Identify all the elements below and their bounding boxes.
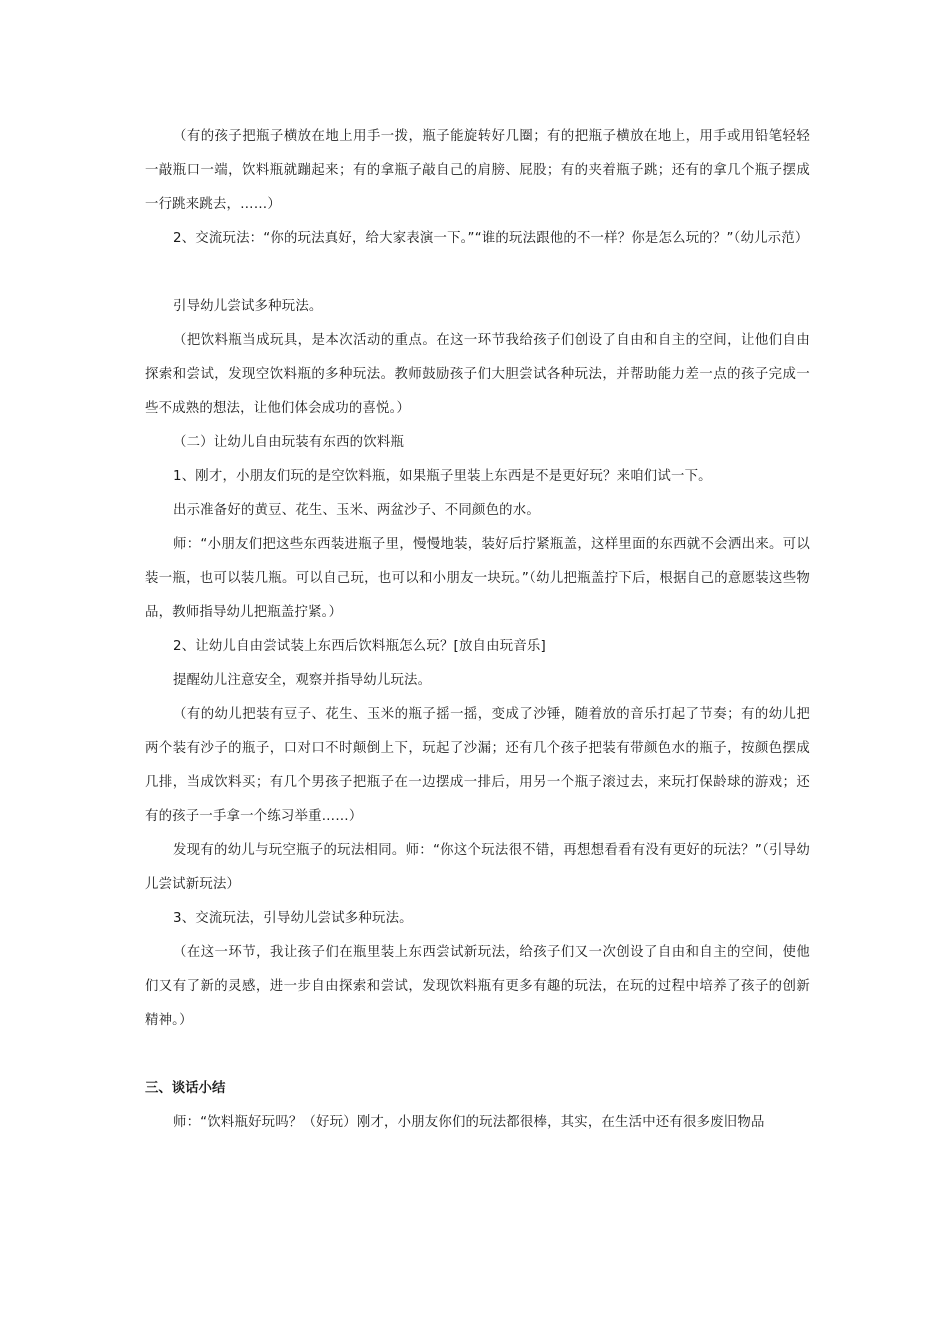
paragraph-12: 发现有的幼儿与玩空瓶子的玩法相同。师：“你这个玩法很不错，再想想看看有没有更好的玩法？”（引导幼儿尝试新玩法）: [145, 843, 810, 892]
paragraph-2: 2、交流玩法：“你的玩法真好，给大家表演一下。”“谁的玩法跟他的不一样？你是怎么玩的？”（幼儿示范）: [173, 231, 809, 246]
paragraph-14: （在这一环节，我让孩子们在瓶里装上东西尝试新玩法，给孩子们又一次创设了自由和自主的空间，使他们又有了新的灵感，进一步自由探索和尝试，发现饮料瓶有更多有趣的玩法，在玩的过程中培养了孩子的创新精神。）: [145, 945, 810, 1028]
paragraph-7: 出示准备好的黄豆、花生、玉米、两盆沙子、不同颜色的水。: [173, 503, 540, 518]
paragraph-13: 3、交流玩法，引导幼儿尝试多种玩法。: [173, 911, 413, 926]
paragraph-9: 2、让幼儿自由尝试装上东西后饮料瓶怎么玩？[放自由玩音乐]: [173, 639, 546, 654]
section-heading: 三、谈话小结: [145, 1081, 226, 1096]
paragraph-3: 引导幼儿尝试多种玩法。: [173, 299, 323, 314]
final-paragraph: 师：“饮料瓶好玩吗？（好玩）刚才，小朋友你们的玩法都很棒，其实，在生活中还有很多废旧物品: [173, 1115, 765, 1130]
paragraph-4: （把饮料瓶当成玩具，是本次活动的重点。在这一环节我给孩子们创设了自由和自主的空间，让他们自由探索和尝试，发现空饮料瓶的多种玩法。教师鼓励孩子们大胆尝试各种玩法，并帮助能力差一点的孩子完成一些不成熟的想法，让他们体会成功的喜悦。）: [145, 333, 810, 416]
paragraph-11: （有的幼儿把装有豆子、花生、玉米的瓶子摇一摇，变成了沙锤，随着放的音乐打起了节奏；有的幼儿把两个装有沙子的瓶子，口对口不时颠倒上下，玩起了沙漏；还有几个孩子把装有带颜色水的瓶子，按颜色摆成几排，当成饮料买；有几个男孩子把瓶子在一边摆成一排后，用另一个瓶子滚过去，来玩打保龄球的游戏；还有的孩子一手拿一个练习举重……）: [145, 707, 810, 824]
paragraph-5: （二）让幼儿自由玩装有东西的饮料瓶: [173, 435, 405, 450]
paragraph-6: 1、刚才，小朋友们玩的是空饮料瓶，如果瓶子里装上东西是不是更好玩？来咱们试一下。: [173, 469, 712, 484]
paragraph-10: 提醒幼儿注意安全，观察并指导幼儿玩法。: [173, 673, 432, 688]
paragraph-8: 师：“小朋友们把这些东西装进瓶子里，慢慢地装，装好后拧紧瓶盖，这样里面的东西就不会洒出来。可以装一瓶，也可以装几瓶。可以自己玩，也可以和小朋友一块玩。”（幼儿把瓶盖拧下后，根据自己的意愿装这些物品，教师指导幼儿把瓶盖拧紧。）: [145, 537, 810, 620]
paragraph-1: （有的孩子把瓶子横放在地上用手一拨，瓶子能旋转好几圈；有的把瓶子横放在地上，用手或用铅笔轻轻一敲瓶口一端，饮料瓶就蹦起来；有的拿瓶子敲自己的肩膀、屁股；有的夹着瓶子跳；还有的拿几个瓶子摆成一行跳来跳去，……）: [145, 129, 810, 212]
